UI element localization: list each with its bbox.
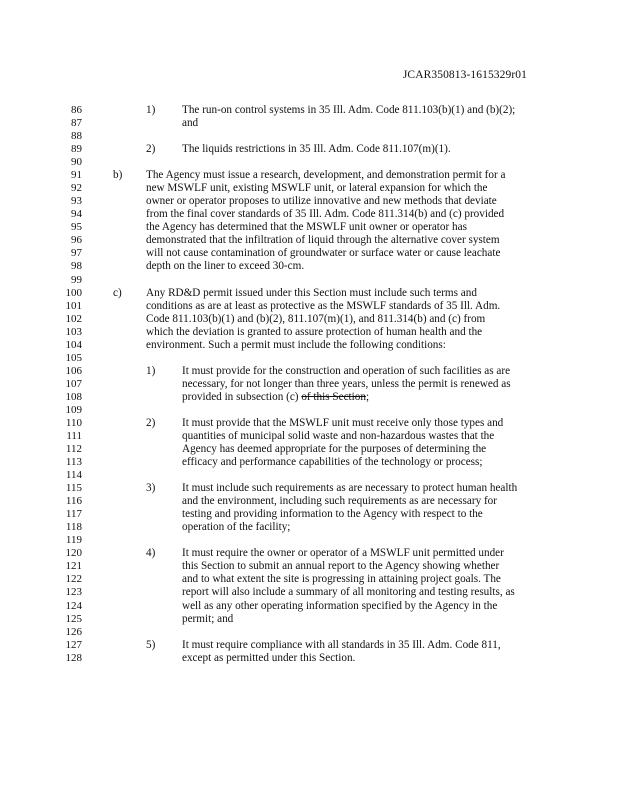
line-number: 113 bbox=[65, 456, 82, 469]
line-number: 116 bbox=[65, 495, 82, 508]
line-number: 123 bbox=[65, 586, 82, 599]
line-number: 97 bbox=[71, 247, 82, 260]
condition-3-label: 3) bbox=[146, 482, 156, 495]
line-number: 104 bbox=[65, 338, 82, 351]
line-number: 126 bbox=[65, 625, 82, 638]
condition-1-label: 1) bbox=[146, 364, 156, 377]
line-number: 108 bbox=[65, 390, 82, 403]
condition-1-text-line: provided in subsection (c) of this Section; bbox=[182, 390, 370, 403]
subsection-b-text-line: from the final cover standards of 35 Ill. Adm. Code 811.314(b) and (c) provided bbox=[146, 208, 505, 221]
condition-4-text-line: well as any other operating information specified by the Agency in the bbox=[182, 599, 498, 612]
deleted-text: of this Section bbox=[301, 390, 366, 403]
line-number: 105 bbox=[65, 351, 82, 364]
subsection-b-text-line: the Agency has determined that the MSWLF unit owner or operator has bbox=[146, 221, 467, 234]
subsection-b-text-line: will not cause contamination of groundwater or surface water or cause leachate bbox=[146, 247, 501, 260]
condition-3-text-line: operation of the facility; bbox=[182, 521, 291, 534]
condition-2-text-line: quantities of municipal solid waste and non-hazardous wastes that the bbox=[182, 430, 495, 442]
line-number: 118 bbox=[65, 521, 82, 534]
line-number: 115 bbox=[65, 482, 82, 495]
line-number: 119 bbox=[65, 534, 82, 547]
condition-5-label: 5) bbox=[146, 638, 156, 651]
condition-5-text-line: except as permitted under this Section. bbox=[182, 651, 356, 664]
condition-4-text-line: permit; and bbox=[182, 612, 234, 625]
condition-2-text-line: It must provide that the MSWLF unit must receive only those types and bbox=[182, 416, 504, 429]
line-number: 93 bbox=[71, 195, 82, 208]
condition-5-text-line: It must require compliance with all standards in 35 Ill. Adm. Code 811, bbox=[182, 638, 501, 651]
line-number: 127 bbox=[65, 638, 82, 651]
condition-1-text-line: necessary, for not longer than three years, unless the permit is renewed as bbox=[182, 377, 511, 390]
line-number: 128 bbox=[65, 651, 82, 664]
line-number: 120 bbox=[65, 547, 82, 560]
condition-2-text-line: Agency has deemed appropriate for the purposes of determining the bbox=[182, 443, 487, 456]
line-number: 96 bbox=[71, 234, 82, 247]
line-number: 121 bbox=[65, 560, 82, 573]
line-number: 99 bbox=[71, 273, 82, 286]
line-number: 89 bbox=[71, 143, 82, 156]
subsection-c-text-line: conditions as are at least as protective as the MSWLF standards of 35 Ill. Adm. bbox=[146, 299, 501, 312]
line-number: 98 bbox=[71, 260, 82, 273]
condition-3-text-line: and the environment, including such requirements as are necessary for bbox=[182, 495, 498, 508]
item-1-text-line: and bbox=[182, 117, 199, 130]
subsection-b-label: b) bbox=[113, 169, 123, 182]
item-1-text-line: The run-on control systems in 35 Ill. Adm. Code 811.103(b)(1) and (b)(2); bbox=[182, 104, 516, 116]
subsection-c-text-line: which the deviation is granted to assure protection of human health and the bbox=[146, 325, 483, 338]
line-number: 124 bbox=[65, 599, 82, 612]
subsection-b-text-line: owner or operator proposes to utilize innovative and new methods that deviate bbox=[146, 195, 497, 208]
condition-3-text-line: testing and providing information to the Agency with respect to the bbox=[182, 508, 483, 521]
item-2-text-line: The liquids restrictions in 35 Ill. Adm. Code 811.107(m)(1). bbox=[182, 143, 451, 156]
condition-4-text-line: this Section to submit an annual report to the Agency showing whether bbox=[182, 560, 500, 573]
condition-4-text-line: report will also include a summary of all monitoring and testing results, as bbox=[182, 586, 515, 599]
line-number: 106 bbox=[65, 364, 82, 377]
line-number: 94 bbox=[71, 208, 82, 221]
document-id: JCAR350813-1615329r01 bbox=[402, 69, 527, 81]
condition-3-text-line: It must include such requirements as are necessary to protect human health bbox=[182, 482, 518, 495]
subsection-b-text-line: The Agency must issue a research, development, and demonstration permit for a bbox=[146, 169, 506, 182]
line-number: 114 bbox=[65, 469, 82, 482]
condition-4-text-line: and to what extent the site is progressing in attaining project goals. The bbox=[182, 573, 501, 586]
item-1-label: 1) bbox=[146, 104, 156, 116]
condition-2-label: 2) bbox=[146, 416, 156, 429]
line-number: 103 bbox=[65, 325, 82, 338]
line-number: 101 bbox=[65, 299, 82, 312]
subsection-b-text-line: demonstrated that the infiltration of liquid through the alternative cover system bbox=[146, 234, 500, 247]
condition-4-label: 4) bbox=[146, 547, 156, 560]
line-number: 95 bbox=[71, 221, 82, 234]
line-number: 117 bbox=[65, 508, 82, 521]
subsection-c-label: c) bbox=[113, 286, 122, 299]
subsection-c-text-line: environment. Such a permit must include the following conditions: bbox=[146, 338, 446, 351]
line-number: 92 bbox=[71, 182, 82, 195]
condition-4-text-line: It must require the owner or operator of a MSWLF unit permitted under bbox=[182, 547, 504, 560]
line-number: 110 bbox=[65, 416, 82, 429]
line-number: 88 bbox=[71, 130, 82, 143]
line-number: 102 bbox=[65, 312, 82, 325]
line-number: 122 bbox=[65, 573, 82, 586]
line-number: 100 bbox=[65, 286, 82, 299]
line-number: 91 bbox=[71, 169, 82, 182]
line-number: 125 bbox=[65, 612, 82, 625]
subsection-c-text-line: Any RD&D permit issued under this Section must include such terms and bbox=[146, 286, 477, 299]
line-number: 107 bbox=[65, 377, 82, 390]
subsection-b-text-line: depth on the liner to exceed 30-cm. bbox=[146, 260, 305, 273]
item-2-label: 2) bbox=[146, 143, 156, 156]
line-number: 87 bbox=[71, 117, 82, 130]
line-number: 109 bbox=[65, 403, 82, 416]
line-number: 86 bbox=[71, 104, 82, 116]
line-number: 112 bbox=[65, 443, 82, 456]
subsection-b-text-line: new MSWLF unit, existing MSWLF unit, or lateral expansion for which the bbox=[146, 182, 488, 195]
line-number: 111 bbox=[66, 430, 82, 442]
subsection-c-text-line: Code 811.103(b)(1) and (b)(2), 811.107(m)(1), and 811.314(b) and (c) from bbox=[146, 312, 486, 325]
condition-1-text-line: It must provide for the construction and operation of such facilities as are bbox=[182, 364, 511, 377]
line-number: 90 bbox=[71, 156, 82, 169]
condition-2-text-line: efficacy and performance capabilities of the technology or process; bbox=[182, 456, 483, 469]
